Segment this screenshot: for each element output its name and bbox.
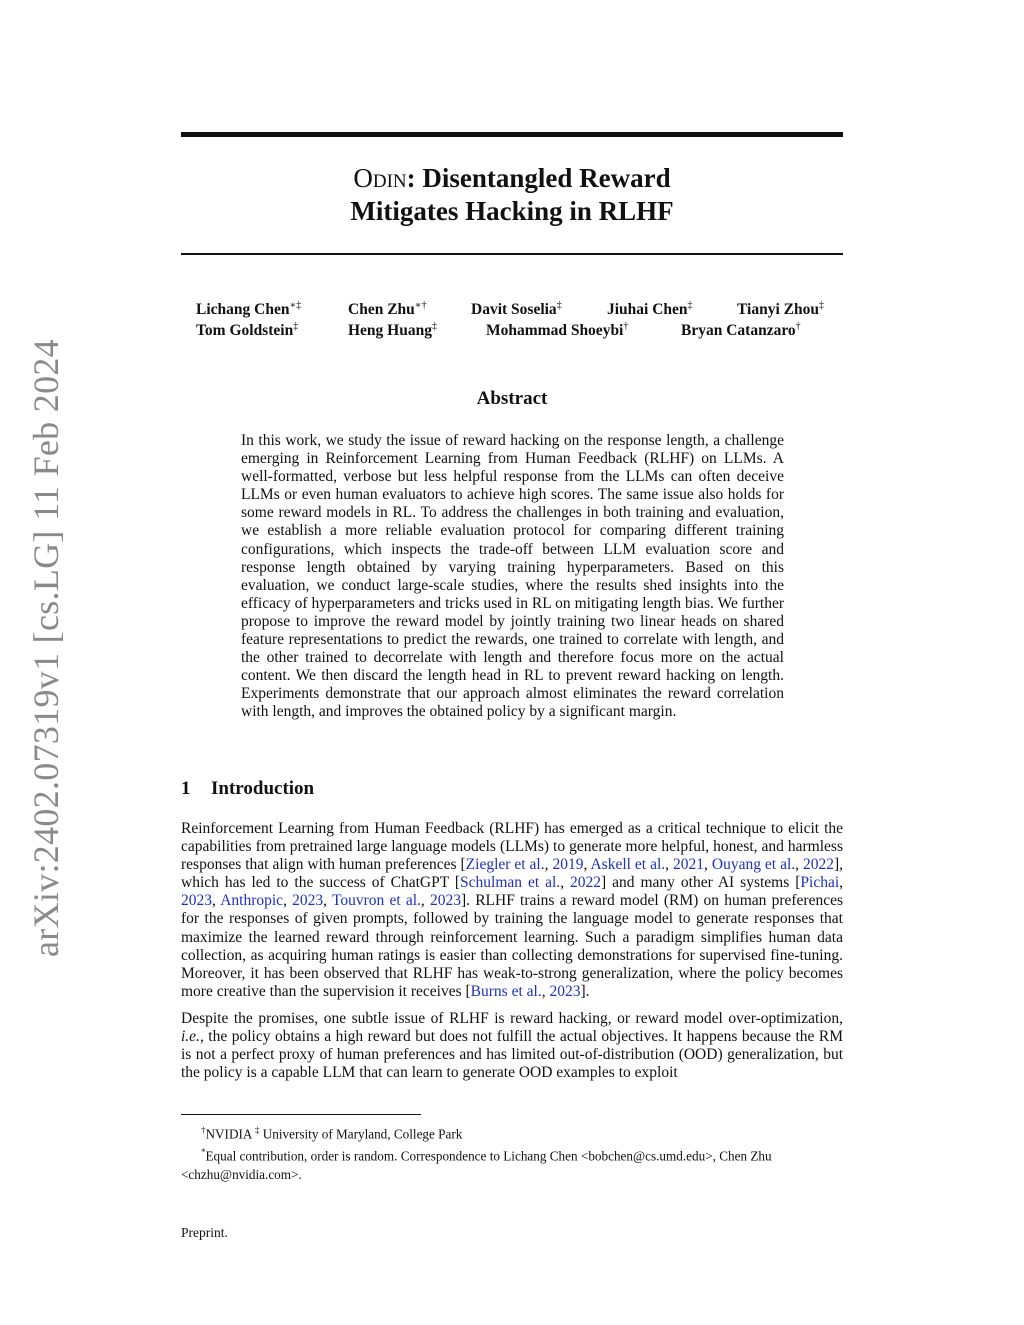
citation-link[interactable]: 2022	[570, 874, 602, 892]
title-method-name: Odin	[353, 163, 407, 193]
title-rule-bottom	[181, 253, 843, 255]
author: Tianyi Zhou‡	[737, 300, 824, 319]
citation-link[interactable]: Anthropic	[220, 892, 284, 910]
author: Heng Huang‡	[348, 321, 437, 340]
citation-link[interactable]: 2022	[803, 856, 835, 874]
abstract-text: In this work, we study the issue of reward hacking on the response length, a challenge emerging in Reinforcement Learning from Human Feedback (RLHF) on LLMs. A well-formatted, verbose but less helpful response from the LLMs can often deceive LLMs or even human evaluators to achieve high scores. The same issue also holds for some reward models in RL. To address the challenges in both training and evaluation, we establish a more reliable evaluation protocol for comparing different training configurations, which inspects the trade-off between LLM evaluation score and response length obtained by varying training hyperparameters. Based on this evaluation, we conduct large-scale studies, where the results shed insights into the efficacy of hyperparameters and tricks used in RL on mitigating length bias. We further propose to improve the reward model by jointly training two linear heads on shared feature representations to predict the rewards, one trained to correlate with length, and the other trained to decorrelate with length and therefore focus more on the actual content. We then discard the length head in RL to prevent reward hacking on length. Experiments demonstrate that our approach almost eliminates the reward correlation with length, and improves the obtained policy by a significant margin.	[241, 432, 784, 721]
paper-title	[181, 162, 843, 228]
citation-link[interactable]: 2023	[181, 892, 212, 910]
intro-paragraph-1: Reinforcement Learning from Human Feedback (RLHF) has emerged as a critical technique to elicit the capabilities from pretrained large language models (LLMs) to generate more helpful, honest, and harmless responses that align with human preferences [Ziegler et al., 2019, Askell et al., 2021, Ouyang et al., 2022], which has led to the success of ChatGPT [Schulman et al., 2022] and many other AI systems [Pichai, 2023, Anthropic, 2023, Touvron et al., 2023]. RLHF trains a reward model (RM) on human preferences for the responses of given prompts, followed by training the language model to generate responses that maximize the learned reward through reinforcement learning. Such a paradigm simplifies human data collection, as acquiring human ratings is easier than collecting demonstrations for supervised fine-tuning. Moreover, it has been observed that RLHF has weak-to-strong generalization, where the policy becomes more creative than the supervision it receives [Burns et al., 2023].	[181, 820, 844, 1000]
footnote-divider	[181, 1114, 421, 1115]
citation-link[interactable]: 2019	[552, 856, 584, 874]
section-heading-introduction	[181, 778, 314, 800]
author: Tom Goldstein‡	[196, 321, 299, 340]
footnote-affiliations: †NVIDIA ‡ University of Maryland, College Park	[201, 1125, 463, 1142]
abstract-heading: Abstract	[476, 388, 548, 409]
author: Chen Zhu∗†	[348, 300, 427, 319]
citation-link[interactable]: 2023	[549, 982, 581, 1000]
citation-link[interactable]: Burns et al.	[470, 982, 542, 1000]
author: Davit Soselia‡	[471, 300, 562, 319]
citation-link[interactable]: Pichai	[800, 874, 840, 892]
author: Lichang Chen∗‡	[196, 300, 302, 319]
section-number: 1	[181, 778, 191, 799]
citation-link[interactable]: 2021	[673, 856, 705, 874]
title-line2: Mitigates Hacking in RLHF	[350, 196, 674, 226]
citation-link[interactable]: Touvron et al.	[331, 892, 421, 910]
author: Mohammad Shoeybi†	[486, 321, 629, 340]
citation-link[interactable]: 2023	[429, 892, 461, 910]
citation-link[interactable]: Schulman et al.	[460, 874, 561, 892]
author: Bryan Catanzaro†	[681, 321, 801, 340]
footnote-correspondence: *Equal contribution, order is random. Correspondence to Lichang Chen <bobchen@cs.umd.edu>, Chen Zhu <chzhu@nvidia.com>.	[181, 1147, 772, 1182]
author: Jiuhai Chen‡	[607, 300, 693, 319]
title-line1-rest: : Disentangled Reward	[406, 163, 671, 193]
intro-paragraph-2: Despite the promises, one subtle issue of RLHF is reward hacking, or reward model over-optimization, i.e., the policy obtains a high reward but does not fulfill the actual objectives. It happens because the RM is not a perfect proxy of human preferences and has limited out-of-distribution (OOD) generalization, but the policy is a capable LLM that can learn to generate OOD examples to exploit	[181, 1009, 843, 1082]
introduction-body	[181, 820, 843, 1091]
section-title: Introduction	[211, 778, 315, 799]
citation-link[interactable]: 2023	[292, 892, 324, 910]
citation-link[interactable]: Ouyang et al.	[711, 856, 796, 874]
preprint-label: Preprint.	[181, 1225, 228, 1240]
citation-link[interactable]: Ziegler et al.	[465, 856, 545, 874]
title-rule-top	[181, 132, 843, 137]
footnotes	[181, 1121, 843, 1184]
citation-link[interactable]: Askell et al.	[590, 856, 666, 874]
arxiv-identifier-stamp: arXiv:2402.07319v1 [cs.LG] 11 Feb 2024	[26, 339, 66, 957]
author-list	[0, 300, 1024, 350]
